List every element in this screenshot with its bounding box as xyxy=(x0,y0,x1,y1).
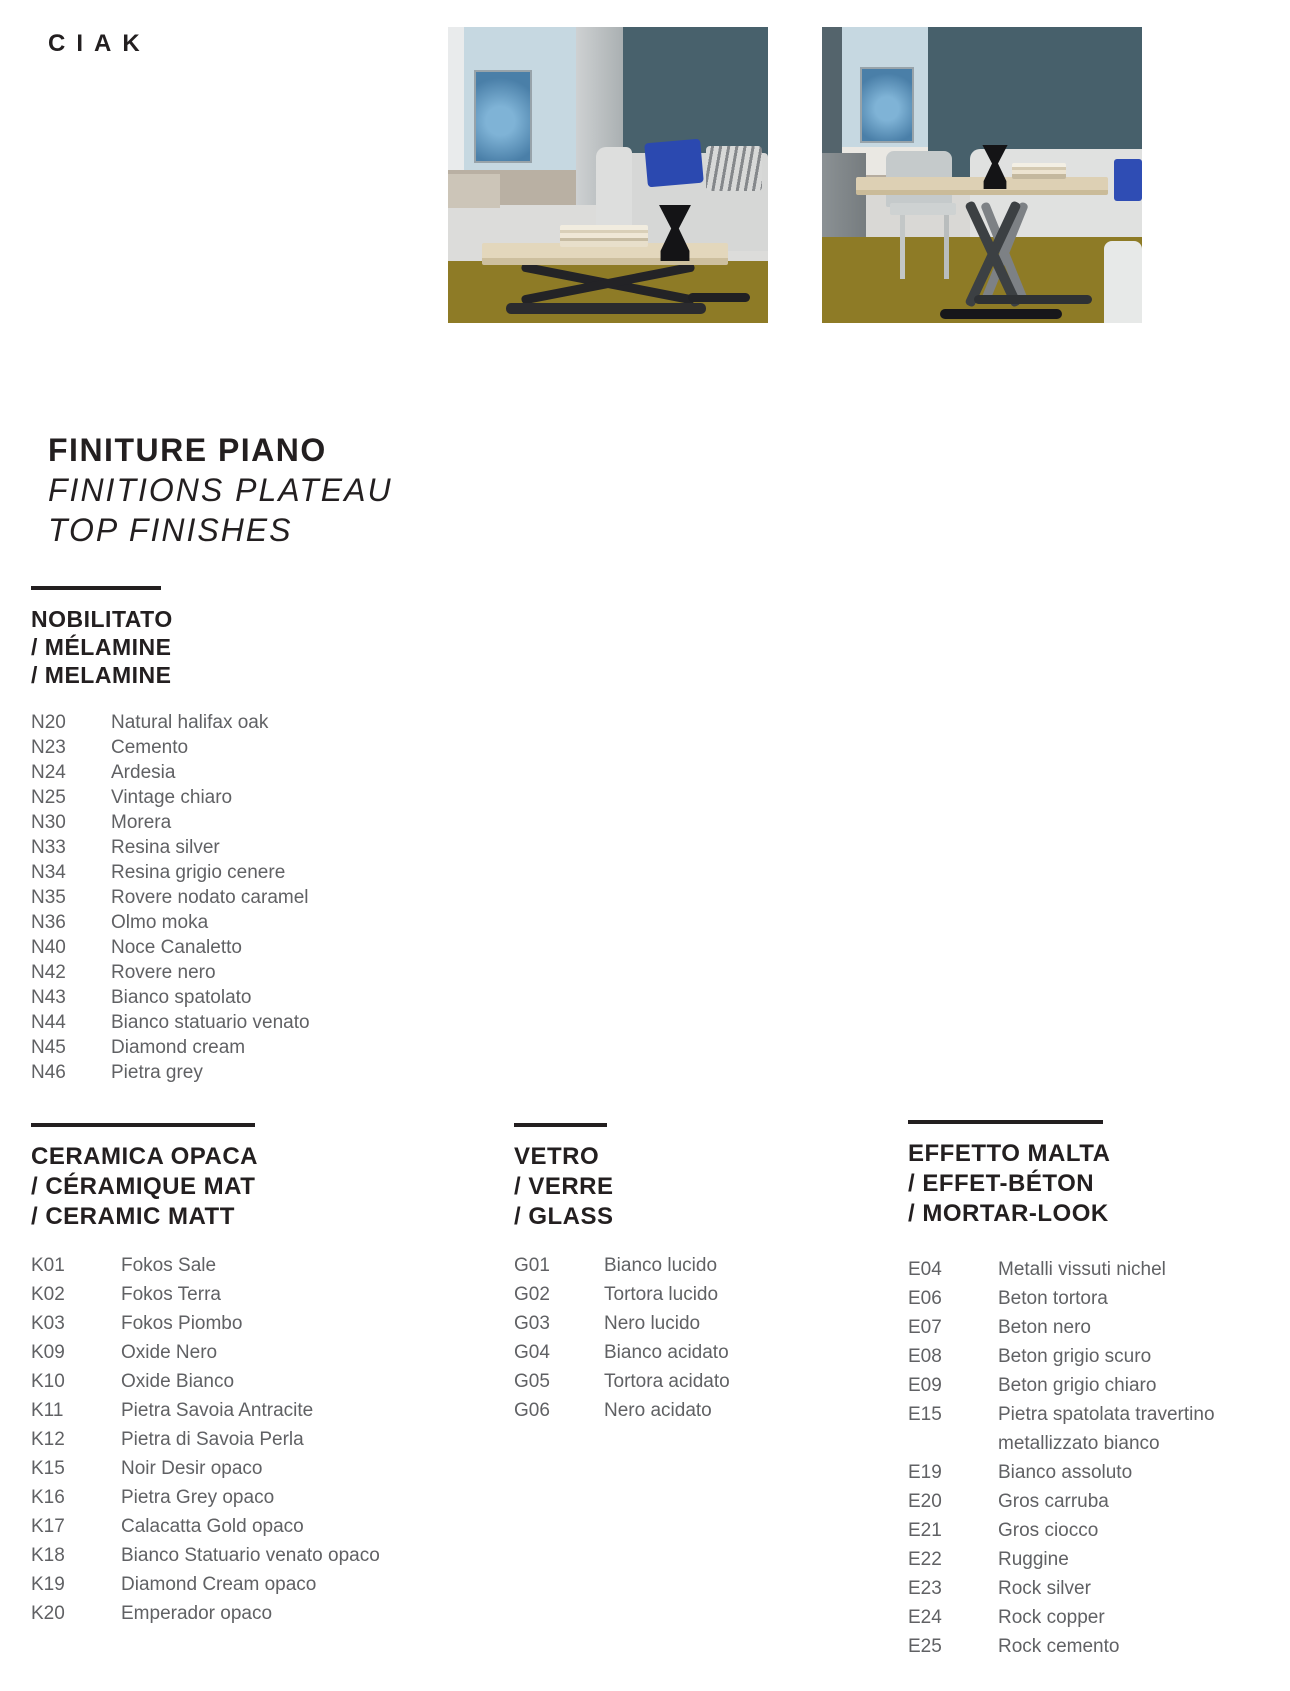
striped-pillow xyxy=(706,146,762,191)
section-title-line: / VERRE xyxy=(514,1173,614,1200)
finish-name: Beton grigio scuro xyxy=(998,1346,1152,1367)
finish-code: N25 xyxy=(31,787,66,808)
finish-code: N33 xyxy=(31,837,66,858)
finish-row xyxy=(908,1284,1290,1313)
finish-name: Diamond Cream opaco xyxy=(121,1574,317,1595)
finish-row xyxy=(31,1280,496,1309)
finish-row xyxy=(908,1545,1290,1574)
finish-name: Oxide Bianco xyxy=(121,1371,235,1392)
finish-code: N43 xyxy=(31,987,66,1008)
heading-english: TOP FINISHES xyxy=(48,512,293,548)
finish-name: Rock cemento xyxy=(998,1636,1120,1657)
finish-code: N24 xyxy=(31,762,66,783)
finish-name: Noce Canaletto xyxy=(111,937,242,958)
section-title-line: / MELAMINE xyxy=(31,662,172,688)
section-title-line: CERAMICA OPACA xyxy=(31,1143,258,1170)
finish-name: Fokos Sale xyxy=(121,1255,217,1276)
finish-row xyxy=(514,1251,894,1280)
finish-code: G03 xyxy=(514,1313,550,1334)
finish-name: Resina grigio cenere xyxy=(111,862,286,883)
abstract-painting xyxy=(474,70,532,163)
finish-row xyxy=(908,1516,1290,1545)
table-foot xyxy=(940,309,1062,319)
chair-seat xyxy=(890,203,956,215)
books-stack xyxy=(560,225,648,247)
finish-code: K18 xyxy=(31,1545,65,1566)
finish-row xyxy=(31,960,471,985)
finish-name: Olmo moka xyxy=(111,912,209,933)
finish-code: N20 xyxy=(31,712,66,733)
finish-row xyxy=(31,1512,496,1541)
finish-name: Bianco spatolato xyxy=(111,987,252,1008)
finish-name: Pietra Grey opaco xyxy=(121,1487,275,1508)
finish-row xyxy=(514,1280,894,1309)
finish-name: Rock copper xyxy=(998,1607,1105,1628)
finish-code: G04 xyxy=(514,1342,550,1363)
finish-code: E06 xyxy=(908,1288,942,1309)
finish-row xyxy=(31,1035,471,1060)
finish-name: Vintage chiaro xyxy=(111,787,233,808)
finish-row xyxy=(908,1342,1290,1371)
finish-code: K09 xyxy=(31,1342,65,1363)
finish-name: Calacatta Gold opaco xyxy=(121,1516,304,1537)
finish-name: Rovere nodato caramel xyxy=(111,887,309,908)
finish-code: N40 xyxy=(31,937,66,958)
finish-code: E07 xyxy=(908,1317,942,1338)
finish-code: E19 xyxy=(908,1462,942,1483)
finish-row xyxy=(31,985,471,1010)
finish-name: Resina silver xyxy=(111,837,220,858)
bench xyxy=(448,174,500,208)
section-rule xyxy=(908,1120,1103,1124)
finish-name: Rock silver xyxy=(998,1578,1091,1599)
finish-code: K02 xyxy=(31,1284,65,1305)
table-foot xyxy=(688,293,750,302)
section-title xyxy=(31,1142,496,1232)
section-rule xyxy=(31,586,161,590)
section-title-line: / CERAMIC MATT xyxy=(31,1203,235,1230)
finish-row xyxy=(908,1632,1290,1661)
finish-row xyxy=(31,910,471,935)
finish-row xyxy=(31,1251,496,1280)
section-rule xyxy=(514,1123,607,1127)
finish-row xyxy=(31,760,471,785)
finish-name: Noir Desir opaco xyxy=(121,1458,263,1479)
finish-name: Oxide Nero xyxy=(121,1342,218,1363)
finish-name: Morera xyxy=(111,812,172,833)
finish-code: N42 xyxy=(31,962,66,983)
finish-name: Pietra Savoia Antracite xyxy=(121,1400,314,1421)
finish-code: K10 xyxy=(31,1371,65,1392)
chair-leg xyxy=(944,215,949,279)
section-title xyxy=(31,605,471,689)
finish-code: N35 xyxy=(31,887,66,908)
finish-row xyxy=(31,885,471,910)
heading-french: FINITIONS PLATEAU xyxy=(48,472,393,508)
finish-row xyxy=(514,1396,894,1425)
finish-code: G02 xyxy=(514,1284,550,1305)
section-title-line: NOBILITATO xyxy=(31,606,173,632)
finish-code: K16 xyxy=(31,1487,65,1508)
section-mortar xyxy=(908,1120,1290,1661)
chair-partial xyxy=(1104,241,1142,323)
section-title-line: / MORTAR-LOOK xyxy=(908,1200,1109,1227)
finish-name: Tortora acidato xyxy=(604,1371,730,1392)
finish-row xyxy=(31,1309,496,1338)
finish-name: Gros carruba xyxy=(998,1491,1109,1512)
finish-name: Beton grigio chiaro xyxy=(998,1375,1157,1396)
section-title xyxy=(514,1142,894,1232)
finish-row xyxy=(31,860,471,885)
finish-code: N44 xyxy=(31,1012,66,1033)
finish-name: Pietra di Savoia Perla xyxy=(121,1429,304,1450)
section-title-line: VETRO xyxy=(514,1143,600,1170)
finish-code: E15 xyxy=(908,1404,942,1425)
product-photo-dining-table xyxy=(822,27,1142,323)
finish-name: Nero acidato xyxy=(604,1400,712,1421)
finish-row xyxy=(31,1338,496,1367)
product-photo-coffee-table xyxy=(448,27,768,323)
finish-code: E20 xyxy=(908,1491,942,1512)
finish-name: Bianco statuario venato xyxy=(111,1012,310,1033)
finish-code: G06 xyxy=(514,1400,550,1421)
finish-row xyxy=(908,1371,1290,1400)
finish-code: E25 xyxy=(908,1636,942,1657)
finish-row xyxy=(908,1400,1290,1458)
finish-row xyxy=(908,1458,1290,1487)
finish-code: E23 xyxy=(908,1578,942,1599)
finish-row xyxy=(908,1313,1290,1342)
finish-code: G05 xyxy=(514,1371,550,1392)
finish-name: Fokos Piombo xyxy=(121,1313,243,1334)
section-melamine xyxy=(31,586,471,1085)
chair-leg xyxy=(900,215,905,279)
finish-code: E21 xyxy=(908,1520,942,1541)
finish-row xyxy=(31,1367,496,1396)
section-title xyxy=(908,1139,1290,1229)
abstract-painting xyxy=(860,67,914,143)
section-title-line: / MÉLAMINE xyxy=(31,634,172,660)
finish-row xyxy=(908,1603,1290,1632)
finish-code: E24 xyxy=(908,1607,942,1628)
finish-name: Fokos Terra xyxy=(121,1284,221,1305)
finish-name: Ardesia xyxy=(111,762,176,783)
finish-row xyxy=(31,1570,496,1599)
finish-row xyxy=(31,1060,471,1085)
finish-code: N30 xyxy=(31,812,66,833)
blue-pillow xyxy=(1114,159,1142,201)
finish-name: Nero lucido xyxy=(604,1313,701,1334)
finish-name: Bianco acidato xyxy=(604,1342,729,1363)
finish-code: N23 xyxy=(31,737,66,758)
finish-name: Gros ciocco xyxy=(998,1520,1099,1541)
finish-name: Diamond cream xyxy=(111,1037,246,1058)
finish-code: K12 xyxy=(31,1429,65,1450)
finish-name: Pietra grey xyxy=(111,1062,203,1083)
finish-row xyxy=(31,1541,496,1570)
finish-row xyxy=(31,1454,496,1483)
finish-name: Metalli vissuti nichel xyxy=(998,1259,1166,1280)
finish-row xyxy=(31,1425,496,1454)
finish-row xyxy=(31,1599,496,1628)
section-glass xyxy=(514,1123,894,1425)
finish-code: N46 xyxy=(31,1062,66,1083)
finish-code: K19 xyxy=(31,1574,65,1595)
finish-code: E08 xyxy=(908,1346,942,1367)
section-title-line: / EFFET-BÉTON xyxy=(908,1170,1095,1197)
finish-code: K01 xyxy=(31,1255,65,1276)
finish-row xyxy=(31,835,471,860)
finish-row xyxy=(514,1367,894,1396)
table-foot xyxy=(506,303,706,314)
finish-code: N36 xyxy=(31,912,66,933)
finish-name: Ruggine xyxy=(998,1549,1069,1570)
finish-name: Cemento xyxy=(111,737,189,758)
finish-code: K20 xyxy=(31,1603,65,1624)
finish-row xyxy=(31,810,471,835)
finish-code: N45 xyxy=(31,1037,66,1058)
finish-name: Bianco lucido xyxy=(604,1255,718,1276)
finish-list xyxy=(908,1255,1290,1661)
finish-name: Rovere nero xyxy=(111,962,216,983)
finish-row xyxy=(31,785,471,810)
finish-list xyxy=(31,710,471,1085)
finish-name: Emperador opaco xyxy=(121,1603,273,1624)
finish-code: N34 xyxy=(31,862,66,883)
finish-code: K03 xyxy=(31,1313,65,1334)
finish-row xyxy=(514,1338,894,1367)
finish-code: E04 xyxy=(908,1259,942,1280)
finish-code: K15 xyxy=(31,1458,65,1479)
finish-list xyxy=(514,1251,894,1425)
finish-name: Bianco assoluto xyxy=(998,1462,1133,1483)
finish-row xyxy=(514,1309,894,1338)
finish-name: Bianco Statuario venato opaco xyxy=(121,1545,380,1566)
heading-italian: FINITURE PIANO xyxy=(48,432,327,468)
finish-row xyxy=(31,1483,496,1512)
finish-row xyxy=(31,935,471,960)
section-title-line: EFFETTO MALTA xyxy=(908,1140,1111,1167)
table-foot xyxy=(974,295,1092,304)
section-ceramic xyxy=(31,1123,496,1628)
finish-list xyxy=(31,1251,496,1628)
finish-name: Beton tortora xyxy=(998,1288,1108,1309)
finish-name: Tortora lucido xyxy=(604,1284,719,1305)
finish-row xyxy=(908,1574,1290,1603)
finish-code: E22 xyxy=(908,1549,942,1570)
finish-code: K17 xyxy=(31,1516,65,1537)
finish-row xyxy=(908,1487,1290,1516)
product-title: CIAK xyxy=(48,30,151,57)
page-heading xyxy=(48,430,393,550)
table-top xyxy=(856,177,1108,195)
finish-code: G01 xyxy=(514,1255,550,1276)
finish-code: K11 xyxy=(31,1400,64,1421)
finish-row xyxy=(31,1010,471,1035)
section-title-line: / GLASS xyxy=(514,1203,614,1230)
finish-row xyxy=(908,1255,1290,1284)
finish-name: Pietra spatolata travertino metallizzato bianco xyxy=(998,1404,1215,1454)
finish-name: Beton nero xyxy=(998,1317,1091,1338)
section-rule xyxy=(31,1123,255,1127)
blue-pillow xyxy=(644,139,704,188)
books-stack xyxy=(1012,163,1066,179)
finish-row xyxy=(31,735,471,760)
section-title-line: / CÉRAMIQUE MAT xyxy=(31,1173,256,1200)
finish-row xyxy=(31,1396,496,1425)
finish-row xyxy=(31,710,471,735)
finish-code: E09 xyxy=(908,1375,942,1396)
finish-name: Natural halifax oak xyxy=(111,712,269,733)
